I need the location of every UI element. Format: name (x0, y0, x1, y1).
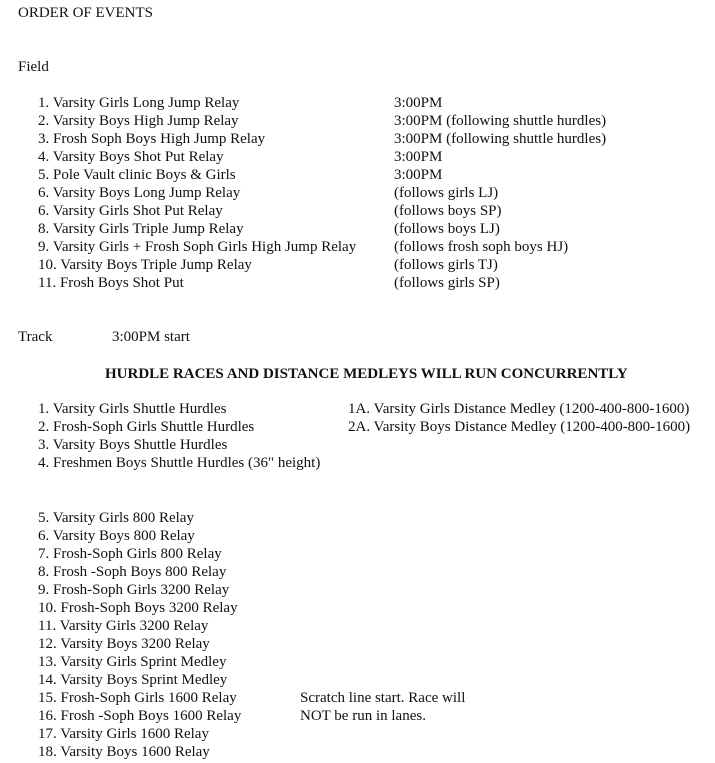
relay-event-name: 9. Frosh-Soph Girls 3200 Relay (38, 582, 230, 598)
concurrent-note: HURDLE RACES AND DISTANCE MEDLEYS WILL RUN CONCURRENTLY (105, 366, 628, 382)
list-item (38, 238, 698, 256)
event-time: 3:00PM (following shuttle hurdles) (394, 113, 607, 129)
relay-event-name: 13. Varsity Girls Sprint Medley (38, 654, 227, 670)
relay-event-name: 16. Frosh -Soph Boys 1600 Relay (38, 708, 242, 724)
list-item (38, 400, 710, 418)
relay-events-list (38, 509, 488, 761)
event-time: (follows girls TJ) (394, 257, 498, 273)
list-item (38, 148, 698, 166)
event-name: 3. Frosh Soph Boys High Jump Relay (38, 131, 266, 147)
event-name: 2. Varsity Boys High Jump Relay (38, 113, 239, 129)
list-item (38, 725, 488, 743)
hurdle-event-name: 3. Varsity Boys Shuttle Hurdles (38, 437, 228, 453)
list-item (38, 599, 488, 617)
event-name: 6. Varsity Boys Long Jump Relay (38, 185, 241, 201)
event-name: 4. Varsity Boys Shot Put Relay (38, 149, 224, 165)
list-item (38, 671, 488, 689)
field-heading: Field (18, 59, 49, 75)
list-item (38, 689, 488, 707)
event-time: (follows boys LJ) (394, 221, 500, 237)
distance-medley-event: 1A. Varsity Girls Distance Medley (1200-400-800-1600) (348, 401, 690, 417)
event-name: 6. Varsity Girls Shot Put Relay (38, 203, 223, 219)
field-events-list (38, 94, 698, 292)
relay-note: NOT be run in lanes. (300, 708, 426, 724)
relay-event-name: 6. Varsity Boys 800 Relay (38, 528, 195, 544)
list-item (38, 563, 488, 581)
hurdle-event-name: 2. Frosh-Soph Girls Shuttle Hurdles (38, 419, 255, 435)
relay-event-name: 12. Varsity Boys 3200 Relay (38, 636, 210, 652)
event-time: 3:00PM (394, 167, 443, 183)
relay-event-name: 5. Varsity Girls 800 Relay (38, 510, 194, 526)
event-name: 5. Pole Vault clinic Boys & Girls (38, 167, 236, 183)
list-item (38, 256, 698, 274)
event-time: (follows girls SP) (394, 275, 500, 291)
list-item (38, 274, 698, 292)
relay-event-name: 11. Varsity Girls 3200 Relay (38, 618, 209, 634)
hurdle-event-name: 4. Freshmen Boys Shuttle Hurdles (36" height) (38, 455, 321, 471)
relay-event-name: 14. Varsity Boys Sprint Medley (38, 672, 228, 688)
list-item (38, 130, 698, 148)
event-name: 8. Varsity Girls Triple Jump Relay (38, 221, 244, 237)
list-item (38, 509, 488, 527)
list-item (38, 743, 488, 761)
hurdle-event-name: 1. Varsity Girls Shuttle Hurdles (38, 401, 227, 417)
list-item (38, 418, 710, 436)
list-item (38, 112, 698, 130)
relay-event-name: 7. Frosh-Soph Girls 800 Relay (38, 546, 222, 562)
relay-event-name: 17. Varsity Girls 1600 Relay (38, 726, 209, 742)
event-name: 9. Varsity Girls + Frosh Soph Girls High Jump Relay (38, 239, 357, 255)
event-time: (follows girls LJ) (394, 185, 499, 201)
list-item (38, 635, 488, 653)
relay-event-name: 8. Frosh -Soph Boys 800 Relay (38, 564, 227, 580)
track-heading: Track (18, 329, 53, 345)
event-time: 3:00PM (394, 149, 443, 165)
list-item (38, 436, 710, 454)
page-title: ORDER OF EVENTS (18, 5, 154, 21)
list-item (38, 653, 488, 671)
event-time: 3:00PM (following shuttle hurdles) (394, 131, 607, 147)
list-item (38, 527, 488, 545)
list-item (38, 545, 488, 563)
distance-medley-event: 2A. Varsity Boys Distance Medley (1200-400-800-1600) (348, 419, 691, 435)
list-item (38, 166, 698, 184)
relay-event-name: 15. Frosh-Soph Girls 1600 Relay (38, 690, 237, 706)
event-name: 11. Frosh Boys Shot Put (38, 275, 184, 291)
event-time: 3:00PM (394, 95, 443, 111)
relay-event-name: 10. Frosh-Soph Boys 3200 Relay (38, 600, 238, 616)
track-start-time: 3:00PM start (112, 329, 190, 345)
event-name: 10. Varsity Boys Triple Jump Relay (38, 257, 252, 273)
event-name: 1. Varsity Girls Long Jump Relay (38, 95, 240, 111)
list-item (38, 184, 698, 202)
list-item (38, 202, 698, 220)
list-item (38, 220, 698, 238)
relay-event-name: 18. Varsity Boys 1600 Relay (38, 744, 210, 760)
list-item (38, 617, 488, 635)
hurdle-events-list (38, 400, 710, 472)
event-time: (follows frosh soph boys HJ) (394, 239, 569, 255)
event-time: (follows boys SP) (394, 203, 502, 219)
list-item (38, 454, 710, 472)
list-item (38, 581, 488, 599)
relay-note: Scratch line start. Race will (300, 690, 466, 706)
list-item (38, 94, 698, 112)
list-item (38, 707, 488, 725)
